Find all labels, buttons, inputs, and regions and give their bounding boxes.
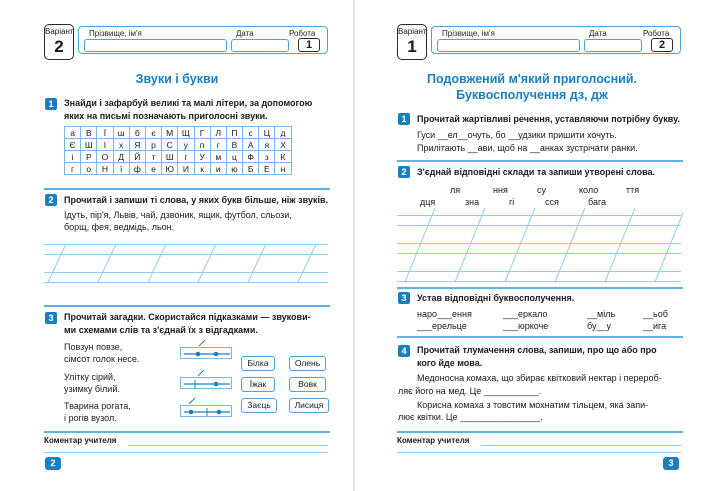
task-1-number: 1: [45, 98, 57, 110]
letter-cell[interactable]: ї: [113, 163, 129, 175]
variant-label: Варіант: [45, 27, 74, 36]
letter-cell[interactable]: я: [259, 139, 275, 151]
letter-cell[interactable]: ю: [226, 163, 242, 175]
letter-cell[interactable]: н: [275, 163, 291, 175]
definition-2-line1: Корисна комаха з товстим мохнатим тільцем, яка запи-: [417, 400, 649, 410]
answer-yizhak[interactable]: Їжак: [241, 377, 275, 392]
task-2-number: 2: [45, 194, 57, 206]
fill-word: бу__у: [587, 321, 611, 331]
letter-cell[interactable]: е: [145, 163, 161, 175]
task-2-number: 2: [398, 166, 410, 178]
letter-cell[interactable]: П: [226, 127, 242, 139]
slant-lines: [44, 244, 330, 284]
letter-cell[interactable]: І: [97, 139, 113, 151]
date-field[interactable]: [231, 39, 289, 52]
fill-word: ___ерельце: [417, 321, 467, 331]
letter-cell[interactable]: Є: [65, 139, 81, 151]
sound-scheme-1: [180, 347, 232, 359]
teacher-comment-line[interactable]: [481, 445, 681, 446]
letter-cell[interactable]: В: [81, 127, 97, 139]
teacher-comment-line[interactable]: [44, 452, 328, 453]
definition-2-line2: лює квітки. Це ________________.: [398, 412, 543, 422]
date-label: Дата: [236, 29, 254, 38]
letter-cell[interactable]: і: [65, 151, 81, 163]
task-3-text-line2: ми схемами слів та з'єднай їх з відгадками.: [64, 324, 258, 335]
answer-olen[interactable]: Олень: [289, 356, 326, 371]
name-field[interactable]: [84, 39, 227, 52]
fill-word: ___еркало: [503, 309, 548, 319]
letter-cell[interactable]: г: [178, 151, 194, 163]
date-field[interactable]: [584, 39, 642, 52]
teacher-comment-line[interactable]: [128, 445, 328, 446]
separator: [397, 336, 683, 338]
page-number: 3: [663, 457, 679, 470]
syllable-top-5: ття: [626, 185, 640, 195]
letter-cell[interactable]: к: [194, 163, 210, 175]
letter-cell[interactable]: Х: [275, 139, 291, 151]
task-1-text-line1: Знайди і зафарбуй великі та малі літери, за допомогою: [64, 98, 313, 108]
letter-cell[interactable]: Ш: [162, 151, 178, 163]
answer-bilka[interactable]: Білка: [241, 356, 275, 371]
fill-word: ___юркоче: [503, 321, 549, 331]
letter-cell[interactable]: А: [243, 139, 259, 151]
teacher-comment-label: Коментар учителя: [44, 436, 117, 445]
letter-cell[interactable]: М: [162, 127, 178, 139]
task-3-number: 3: [398, 292, 410, 304]
date-label: Дата: [589, 29, 607, 38]
syllable-bottom-4: сся: [545, 197, 559, 207]
letter-cell[interactable]: з: [259, 151, 275, 163]
letter-cell[interactable]: о: [81, 163, 97, 175]
riddle-2-line1: Улітку сірий,: [64, 372, 116, 382]
syllable-top-3: су: [537, 185, 546, 195]
letter-cell[interactable]: с: [243, 127, 259, 139]
work-number: 2: [651, 38, 673, 52]
task-1-text: Прочитай жартівливі речення, уставляючи потрібну букву.: [417, 114, 680, 124]
task-4-number: 4: [398, 345, 410, 357]
letter-cell[interactable]: У: [194, 151, 210, 163]
separator: [44, 188, 330, 190]
separator: [397, 431, 683, 433]
task-3-text: [64, 311, 339, 336]
task-1-number: 1: [398, 113, 410, 125]
letter-cell[interactable]: Ф: [243, 151, 259, 163]
work-label: Робота: [289, 29, 316, 38]
separator: [44, 431, 330, 433]
separator: [397, 160, 683, 162]
name-field[interactable]: [437, 39, 580, 52]
sound-scheme-icon: [181, 348, 233, 360]
answer-vovk[interactable]: Вовк: [289, 377, 326, 392]
letter-cell[interactable]: К: [275, 151, 291, 163]
letter-cell[interactable]: х: [113, 139, 129, 151]
syllable-top-4: коло: [579, 185, 599, 195]
syllable-bottom-3: гі: [509, 197, 515, 207]
fill-word: __міль: [587, 309, 616, 319]
sound-scheme-icon: [181, 378, 233, 390]
letter-cell[interactable]: Ю: [162, 163, 178, 175]
letter-grid-row: [65, 139, 292, 151]
page-title: Звуки і букви: [135, 72, 219, 86]
task-1-sentence-1: Гуси __ел__очуть, бо __удзики пришити хочуть.: [417, 130, 617, 140]
task-2-words-line2: борщ, фея, ведмідь, льон.: [64, 222, 175, 232]
letter-grid-row: [65, 127, 292, 139]
variant-number: 1: [407, 37, 417, 56]
task-3-number: 3: [45, 312, 57, 324]
letter-cell[interactable]: ц: [226, 151, 242, 163]
letter-cell[interactable]: ф: [129, 163, 145, 175]
separator: [397, 287, 683, 289]
work-number: 1: [298, 38, 320, 52]
letter-cell[interactable]: В: [226, 139, 242, 151]
letter-cell[interactable]: Г: [194, 127, 210, 139]
variant-number: 2: [54, 37, 64, 56]
fill-word: __ьоб: [643, 309, 668, 319]
letter-cell[interactable]: а: [65, 127, 81, 139]
task-2-words-line1: Ідуть, пір'я, Львів, чай, дзвоник, ящик, футбол, сльози,: [64, 210, 292, 220]
riddle-3-line2: і рогів вузол.: [64, 413, 117, 423]
letter-grid: [64, 126, 292, 175]
letter-cell[interactable]: Е: [259, 163, 275, 175]
sound-scheme-icon: [181, 406, 233, 418]
work-label: Робота: [643, 29, 670, 38]
separator: [44, 305, 330, 307]
riddle-3-line1: Тварина рогата,: [64, 401, 131, 411]
fill-word: наро___ення: [417, 309, 472, 319]
letter-grid-row: [65, 163, 292, 175]
page-number: 2: [45, 457, 61, 470]
variant-box: [44, 24, 74, 60]
task-4-text-line1: Прочитай тлумачення слова, запиши, про що або про: [417, 345, 657, 355]
task-3-text: Устав відповідні буквосполучення.: [417, 293, 575, 303]
task-3-text-line1: Прочитай загадки. Скористайся підказками — звукови-: [64, 312, 311, 322]
name-label: Прізвище, ім'я: [442, 29, 495, 38]
letter-cell[interactable]: и: [210, 163, 226, 175]
name-label: Прізвище, ім'я: [89, 29, 142, 38]
task-1-text: [64, 97, 339, 122]
syllable-bottom-1: дця: [420, 197, 436, 207]
letter-cell[interactable]: Щ: [178, 127, 194, 139]
stress-mark-icon: [196, 339, 208, 347]
letter-cell[interactable]: Ї: [97, 127, 113, 139]
syllable-top-1: ля: [450, 185, 461, 195]
letter-cell[interactable]: Й: [129, 151, 145, 163]
syllable-top-2: ння: [493, 185, 508, 195]
sound-scheme-3: [180, 405, 232, 417]
letter-cell[interactable]: ш: [113, 127, 129, 139]
definition-1-line1: Медоносна комаха, що збирає квітковий нектар і перероб-: [417, 373, 662, 383]
teacher-comment-label: Коментар учителя: [397, 436, 470, 445]
letter-cell[interactable]: Р: [81, 151, 97, 163]
task-2-text: Прочитай і запиши ті слова, у яких букв більше, ніж звуків.: [64, 195, 328, 205]
letter-cell[interactable]: р: [145, 139, 161, 151]
right-page: [355, 0, 709, 491]
letter-cell[interactable]: г: [65, 163, 81, 175]
syllable-bottom-2: зна: [465, 197, 480, 207]
letter-cell[interactable]: Ш: [81, 139, 97, 151]
letter-cell[interactable]: Ц: [259, 127, 275, 139]
letter-cell[interactable]: И: [178, 163, 194, 175]
letter-cell[interactable]: Б: [243, 163, 259, 175]
slant-lines: [397, 208, 683, 284]
riddle-1-line2: сімсот голок несе.: [64, 354, 140, 364]
task-1-text-line2: яких на письмі позначають приголосні звуки.: [64, 110, 268, 121]
riddle-1-line1: Повзун повзе,: [64, 342, 123, 352]
riddle-2-line2: узимку білий.: [64, 384, 120, 394]
stress-mark-icon: [186, 397, 198, 405]
task-2-text: З'єднай відповідні склади та запиши утворені слова.: [417, 167, 656, 177]
letter-cell[interactable]: т: [145, 151, 161, 163]
page-title-line1: Подовжений м'який приголосний.: [426, 72, 638, 86]
stress-mark-icon: [195, 369, 207, 377]
task-4-text-line2: кого йде мова.: [417, 357, 483, 368]
task-1-sentence-2: Прилітають __ави, щоб на __анках зустрічати ранки.: [417, 143, 638, 153]
definition-1-line2: ляє його на мед. Це ___________.: [398, 386, 542, 396]
letter-cell[interactable]: Н: [97, 163, 113, 175]
teacher-comment-line[interactable]: [397, 452, 681, 453]
letter-cell[interactable]: Л: [210, 127, 226, 139]
letter-cell[interactable]: д: [275, 127, 291, 139]
variant-box: [397, 24, 427, 60]
letter-cell[interactable]: О: [97, 151, 113, 163]
left-page: [0, 0, 354, 491]
letter-cell[interactable]: Я: [129, 139, 145, 151]
syllable-bottom-5: бага: [588, 197, 607, 207]
page-title-line2: Буквосполучення дз, дж: [456, 88, 608, 102]
letter-cell[interactable]: Д: [113, 151, 129, 163]
letter-cell[interactable]: є: [145, 127, 161, 139]
letter-cell[interactable]: м: [210, 151, 226, 163]
task-4-text: [417, 344, 702, 369]
answer-zayets[interactable]: Заєць: [241, 398, 277, 413]
fill-word: __ига: [643, 321, 667, 331]
variant-label: Варіант: [398, 27, 427, 36]
letter-cell[interactable]: б: [129, 127, 145, 139]
sound-scheme-2: [180, 377, 232, 389]
letter-cell[interactable]: С: [162, 139, 178, 151]
letter-grid-row: [65, 151, 292, 163]
letter-cell[interactable]: у: [178, 139, 194, 151]
letter-cell[interactable]: г: [210, 139, 226, 151]
answer-lysytsia[interactable]: Лисиця: [289, 398, 329, 413]
letter-cell[interactable]: п: [194, 139, 210, 151]
